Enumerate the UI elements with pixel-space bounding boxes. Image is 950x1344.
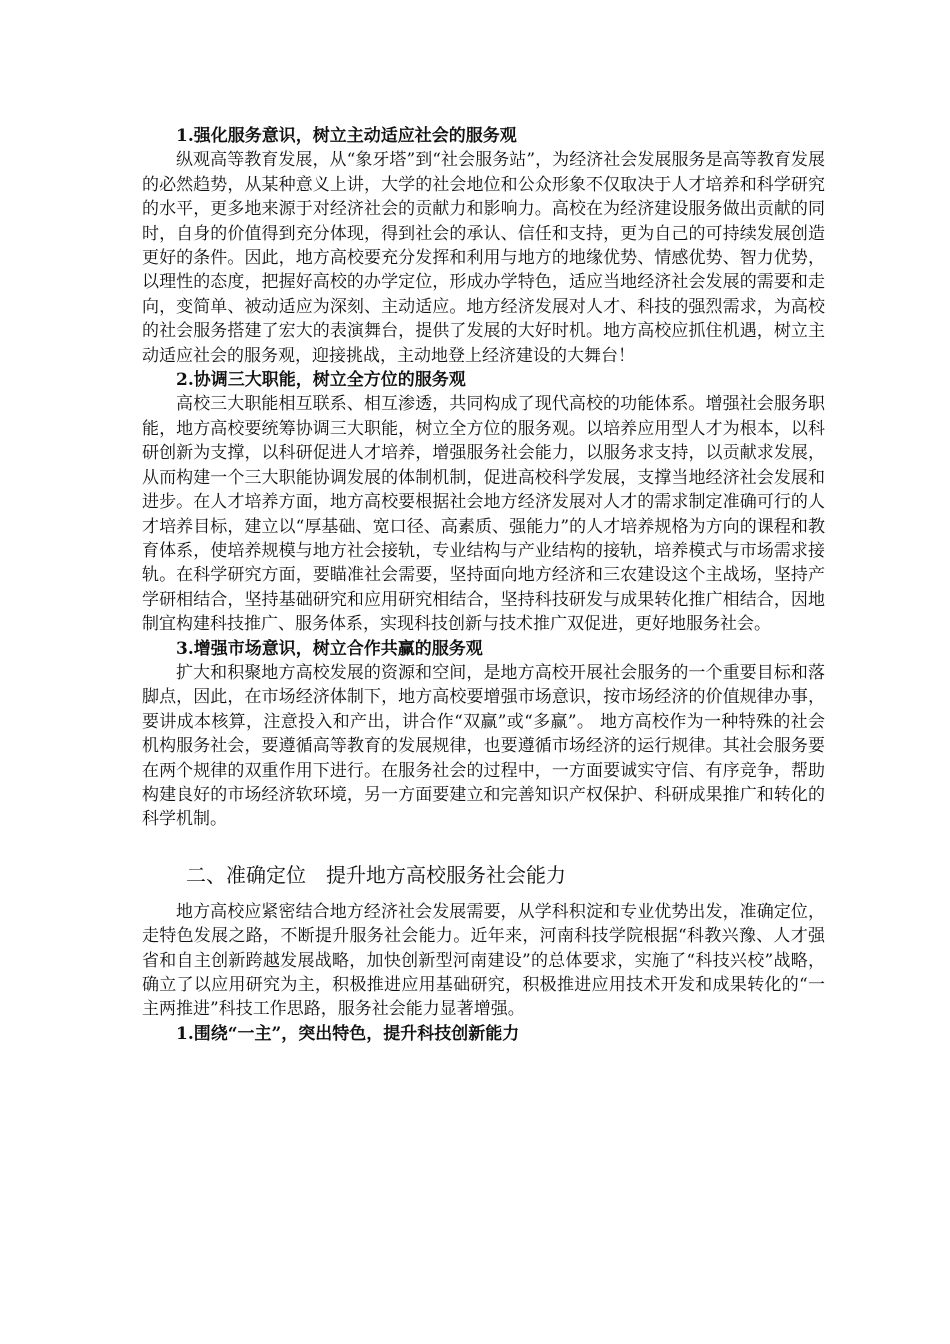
section-paragraph-1: 纵观高等教育发展，从“象牙塔”到“社会服务站”，为经济社会发展服务是高等教育发展的必然趋势，从某种意义上讲，大学的社会地位和公众形象不仅取决于人才培养和科学研究的水平，更多地来源于对经济社会的贡献力和影响力。高校在为经济建设服务做出贡献的同时，自身的价值得到充分体现，得到社会的承认、信任和支持，更为自己的可持续发展创造更好的条件。因此，地方高校要充分发挥和利用与地方的地缘优势、情感优势、智力优势，以理性的态度，把握好高校的办学定位，形成办学特色，适应当地经济社会发展的需要和走向，变简单、被动适应为深刻、主动适应。地方经济发展对人才、科技的强烈需求，为高校的社会服务搭建了宏大的表演舞台，提供了发展的大好时机。地方高校应抓住机遇，树立主动适应社会的服务观，迎接挑战，主动地登上经济建设的大舞台！ [142, 150, 825, 366]
chapter-heading: 二、准确定位 提升地方高校服务社会能力 [186, 862, 566, 887]
chapter-subheading-1: 1.围绕“一主”，突出特色，提升科技创新能力 [176, 1023, 520, 1044]
section-paragraph-3: 扩大和积聚地方高校发展的资源和空间，是地方高校开展社会服务的一个重要目标和落脚点，因此，在市场经济体制下，地方高校要增强市场意识，按市场经济的价值规律办事，要讲成本核算，注意投入和产出，讲合作“双赢”或“多赢”。 地方高校作为一种特殊的社会机构服务社会，要遵循高等教育的发展规律，也要遵循市场经济的运行规律。其社会服务要在两个规律的双重作用下进行。在服务社会的过程中，一方面要诚实守信、有序竞争，帮助构建良好的市场经济软环境，另一方面要建立和完善知识产权保护、科研成果推广和转化的科学机制。 [142, 662, 825, 830]
section-heading-2: 2.协调三大职能，树立全方位的服务观 [176, 370, 466, 391]
section-heading-1: 1.强化服务意识，树立主动适应社会的服务观 [176, 126, 517, 146]
document-body [142, 124, 825, 1046]
section-heading-3: 3.增强市场意识，树立合作共赢的服务观 [176, 638, 483, 659]
section-paragraph-2: 高校三大职能相互联系、相互渗透，共同构成了现代高校的功能体系。增强社会服务职能，地方高校要统筹协调三大职能，树立全方位的服务观。以培养应用型人才为根本，以科研创新为支撑，以科研促进人才培养，增强服务社会能力，以服务求支持，以贡献求发展，从而构建一个三大职能协调发展的体制机制，促进高校科学发展，支撑当地经济社会发展和进步。在人才培养方面，地方高校要根据社会地方经济发展对人才的需求制定准确可行的人才培养目标，建立以“厚基础、宽口径、高素质、强能力”的人才培养规格为方向的课程和教育体系，使培养规模与地方社会接轨，专业结构与产业结构的接轨，培养模式与市场需求接轨。在科学研究方面，要瞄准社会需要，坚持面向地方经济和三农建设这个主战场，坚持产学研相结合，坚持基础研究和应用研究相结合，坚持科技研发与成果转化推广相结合，因地制宜构建科技推广、服务体系，实现科技创新与技术推广双促进，更好地服务社会。 [142, 394, 825, 635]
chapter-paragraph: 地方高校应紧密结合地方经济社会发展需要，从学科积淀和专业优势出发，准确定位，走特色发展之路，不断提升服务社会能力。近年来，河南科技学院根据“科教兴豫、人才强省和自主创新跨越发展战略，加快创新型河南建设”的总体要求，实施了“科技兴校”战略，确立了以应用研究为主，积极推进应用基础研究，积极推进应用技术开发和成果转化的“一主两推进”科技工作思路，服务社会能力显著增强。 [142, 901, 825, 1020]
